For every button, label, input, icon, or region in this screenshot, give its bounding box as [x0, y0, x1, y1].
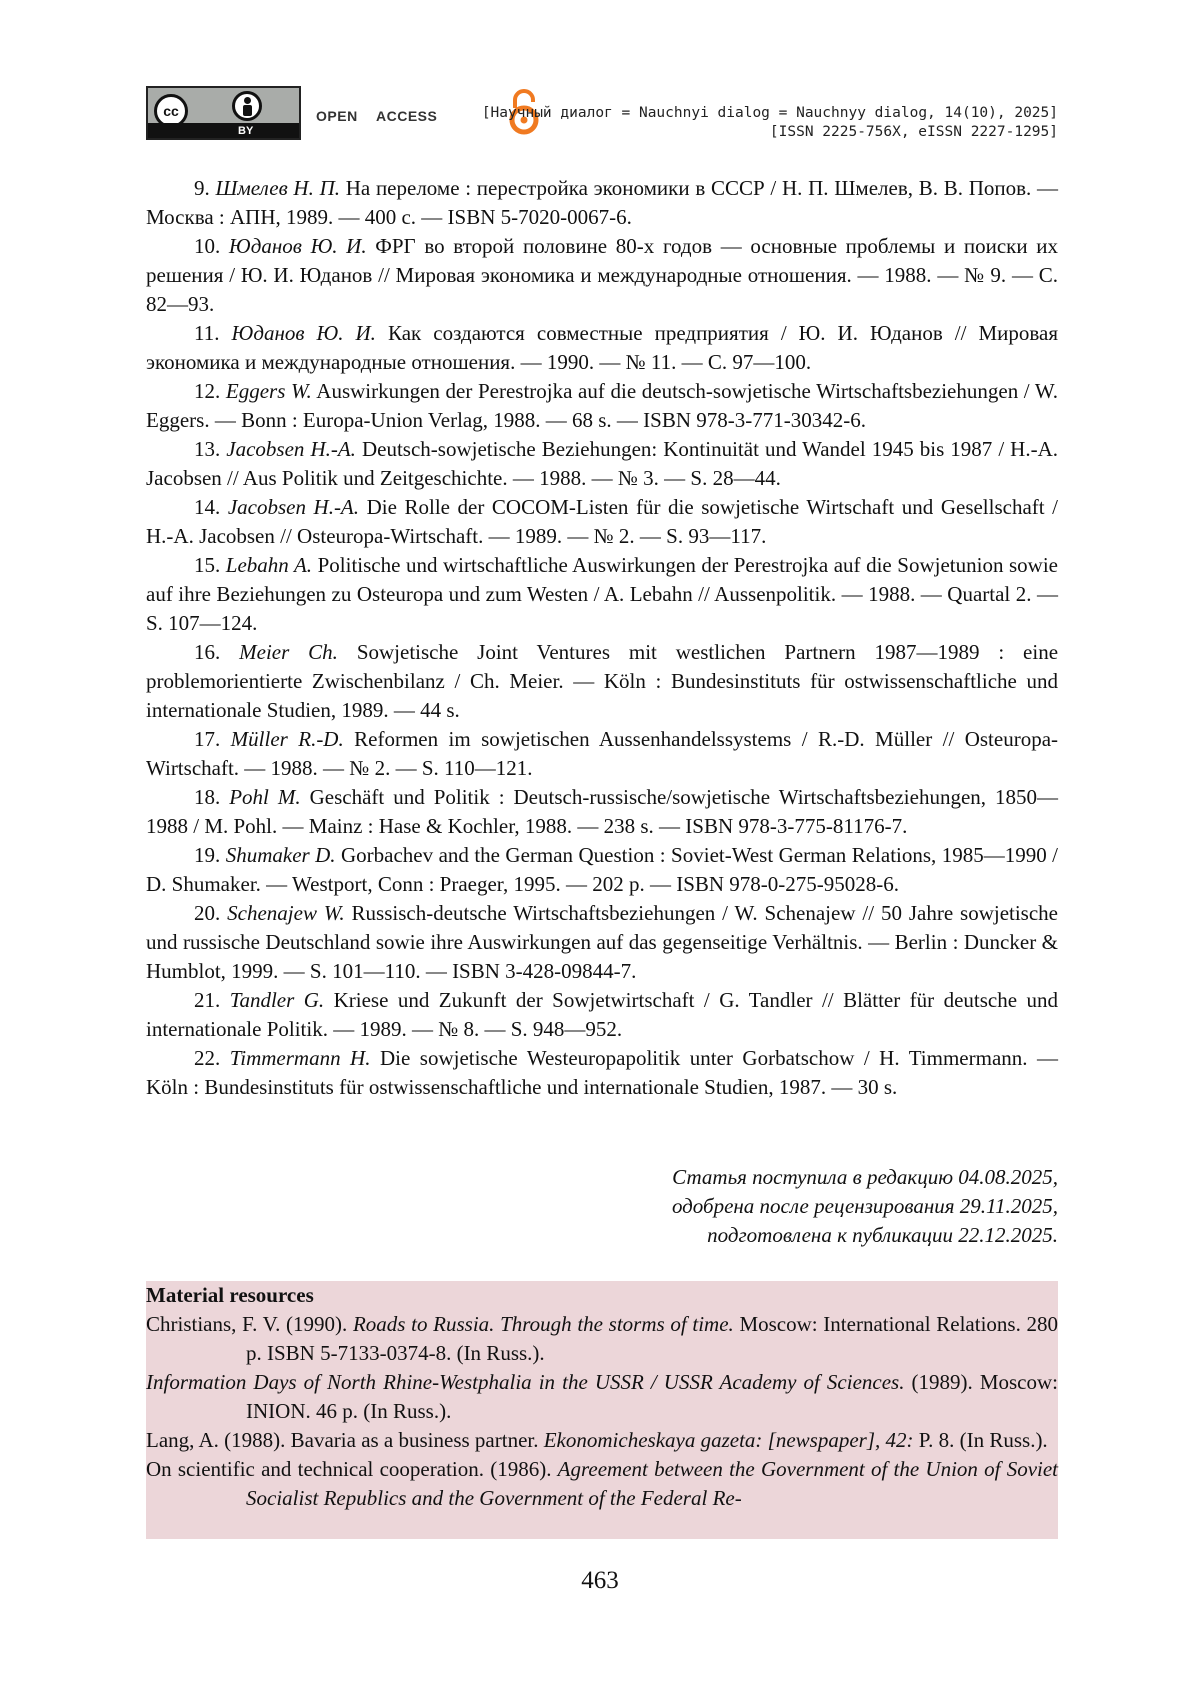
reference-item [146, 841, 1058, 899]
access-label: ACCESS [376, 108, 438, 124]
reference-author: Юданов Ю. И. [231, 321, 376, 345]
reference-author: Eggers W. [225, 379, 312, 403]
reference-author: Pohl M. [229, 785, 301, 809]
reference-author: Müller R.-D. [230, 727, 344, 751]
reference-item [146, 899, 1058, 986]
journal-citation [482, 104, 1058, 142]
received-date: Статья поступила в редакцию 04.08.2025, [672, 1165, 1058, 1189]
material-post: (1989). Moscow: INION. 46 p. (In Russ.). [246, 1370, 1059, 1423]
material-item [146, 1310, 1058, 1368]
material-pre: On scientific and technical cooperation. (1986). [146, 1457, 558, 1481]
reference-author: Shumaker D. [225, 843, 336, 867]
reference-number: 12. [194, 379, 221, 403]
material-resources [146, 1281, 1058, 1539]
material-item [146, 1455, 1058, 1513]
reference-number: 20. [194, 901, 221, 925]
issn-line: [ISSN 2225-756X, eISSN 2227-1295] [769, 124, 1058, 140]
reference-item [146, 551, 1058, 638]
reference-text: Sowjetische Joint Ventures mit westlichen Partnern 1987—1989 : eine problemorientierte Zwischenbilanz / Ch. Meier. — Köln : Bundesinstituts für ostwissenschaftliche und internationale Studien, 1989. — 44 s. [146, 640, 1059, 722]
reference-text: Die sowjetische Westeuropapolitik unter Gorbatschow / H. Timmermann. — Köln : Bundesinstituts für ostwissenschaftliche und internationale Studien, 1987. — 30 s. [146, 1046, 1058, 1099]
reference-item [146, 435, 1058, 493]
reference-author: Schenajew W. [227, 901, 345, 925]
reference-text: Как создаются совместные предприятия / Ю. И. Юданов // Мировая экономика и международные отношения. — 1990. — № 11. — С. 97—100. [146, 321, 1059, 374]
material-italic: Ekonomicheskaya gazeta: [newspaper], 42: [543, 1428, 914, 1452]
reference-text: Politische und wirtschaftliche Auswirkungen der Perestrojka auf die Sowjetunion sowie auf ihre Beziehungen zu Osteuropa und zum Westen / A. Lebahn // Aussenpolitik. — 1988. — Quartal 2. — S. 107—124. [146, 553, 1058, 635]
open-label: OPEN [316, 108, 358, 124]
material-post: Moscow: International Relations. 280 p. ISBN 5-7133-0374-8. (In Russ.). [246, 1312, 1059, 1365]
material-italic: Agreement between the Government of the Union of Soviet Socialist Republics and the Government of the Federal Re- [246, 1457, 1058, 1510]
approved-date: одобрена после рецензирования 29.11.2025, [671, 1194, 1058, 1218]
reference-author: Юданов Ю. И. [228, 234, 367, 258]
reference-item [146, 493, 1058, 551]
reference-text: Kriese und Zukunft der Sowjetwirtschaft / G. Tandler // Blätter für deutsche und internationale Politik. — 1989. — № 8. — S. 948—952. [146, 988, 1059, 1041]
cc-label: cc [163, 103, 179, 119]
material-italic: Information Days of North Rhine-Westphalia in the USSR / USSR Academy of Sciences. [146, 1370, 905, 1394]
reference-number: 16. [194, 640, 221, 664]
by-label: BY [238, 125, 254, 137]
reference-number: 14. [194, 495, 221, 519]
material-resources-title: Material resources [146, 1283, 314, 1307]
reference-text: Gorbachev and the German Question : Soviet-West German Relations, 1985—1990 / D. Shumaker. — Westport, Conn : Praeger, 1995. — 202 p. — ISBN 978-0-275-95028-6. [146, 843, 1059, 896]
reference-list [146, 174, 1058, 1102]
reference-text: Auswirkungen der Perestrojka auf die deutsch-sowjetische Wirtschaftsbeziehungen / W. Eggers. — Bonn : Europa-Union Verlag, 1988. — 68 s. — ISBN 978-3-771-30342-6. [146, 379, 1059, 432]
reference-number: 17. [194, 727, 221, 751]
page-number: 463 [581, 1567, 619, 1594]
reference-text: Geschäft und Politik : Deutsch-russische/sowjetische Wirtschaftsbeziehungen, 1850—1988 / M. Pohl. — Mainz : Hase & Kochler, 1988. — 238 s. — ISBN 978-3-775-81176-7. [146, 785, 1059, 838]
prepared-date: подготовлена к публикации 22.12.2025. [707, 1223, 1058, 1247]
cc-by-license-badge[interactable] [146, 86, 301, 140]
reference-author: Timmermann H. [229, 1046, 371, 1070]
reference-item [146, 1044, 1058, 1102]
attribution-icon [232, 91, 262, 121]
reference-text: Reformen im sowjetischen Aussenhandelssystems / R.-D. Müller // Osteuropa-Wirtschaft. — 1988. — № 2. — S. 110—121. [146, 727, 1059, 780]
material-pre: Christians, F. V. (1990). [146, 1312, 353, 1336]
reference-text: ФРГ во второй половине 80-х годов — основные проблемы и поиски их решения / Ю. И. Юданов // Мировая экономика и международные отношения. — 1988. — № 9. — С. 82—93. [146, 234, 1058, 316]
reference-number: 15. [194, 553, 221, 577]
reference-author: Jacobsen H.-A. [227, 495, 360, 519]
reference-item [146, 986, 1058, 1044]
reference-text: Die Rolle der COCOM-Listen für die sowjetische Wirtschaft und Gesellschaft / H.-A. Jacobsen // Osteuropa-Wirtschaft. — 1989. — № 2. — S. 93—117. [146, 495, 1059, 548]
reference-item [146, 377, 1058, 435]
reference-author: Tandler G. [229, 988, 325, 1012]
reference-number: 11. [194, 321, 220, 345]
page-header [146, 84, 1058, 140]
reference-text: Deutsch-sowjetische Beziehungen: Kontinuität und Wandel 1945 bis 1987 / H.-A. Jacobsen // Aus Politik und Zeitgeschichte. — 1988. — № 3. — S. 28—44. [146, 437, 1059, 490]
material-pre: Lang, A. (1988). Bavaria as a business partner. [146, 1428, 544, 1452]
reference-number: 19. [194, 843, 221, 867]
material-italic: Roads to Russia. Through the storms of time. [352, 1312, 734, 1336]
reference-author: Lebahn A. [225, 553, 313, 577]
reference-text: На переломе : перестройка экономики в СССР / Н. П. Шмелев, В. В. Попов. — Москва : АПН, 1989. — 400 с. — ISBN 5-7020-0067-6. [146, 176, 1059, 229]
reference-item [146, 783, 1058, 841]
article-dates [146, 1163, 1058, 1250]
reference-number: 13. [194, 437, 221, 461]
reference-item [146, 174, 1058, 232]
reference-number: 22. [194, 1046, 221, 1070]
material-post: P. 8. (In Russ.). [913, 1428, 1048, 1452]
journal-title-line: [Научный диалог = Nauchnyi dialog = Nauchnyy dialog, 14(10), 2025] [481, 105, 1058, 121]
reference-item [146, 638, 1058, 725]
reference-item [146, 232, 1058, 319]
reference-item [146, 725, 1058, 783]
reference-number: 18. [194, 785, 221, 809]
reference-text: Russisch-deutsche Wirtschaftsbeziehungen / W. Schenajew // 50 Jahre sowjetische und russische Deutschland sowie ihre Auswirkungen auf das gegenseitige Verhältnis. — Berlin : Duncker & Humblot, 1999. — S. 101—110. — ISBN 3-428-09844-7. [146, 901, 1058, 983]
reference-number: 9. [194, 176, 210, 200]
reference-item [146, 319, 1058, 377]
reference-author: Jacobsen H.-A. [226, 437, 356, 461]
material-item [146, 1426, 1058, 1455]
reference-number: 21. [194, 988, 221, 1012]
reference-author: Шмелев Н. П. [215, 176, 340, 200]
material-item [146, 1368, 1058, 1426]
reference-author: Meier Ch. [239, 640, 338, 664]
reference-number: 10. [194, 234, 221, 258]
